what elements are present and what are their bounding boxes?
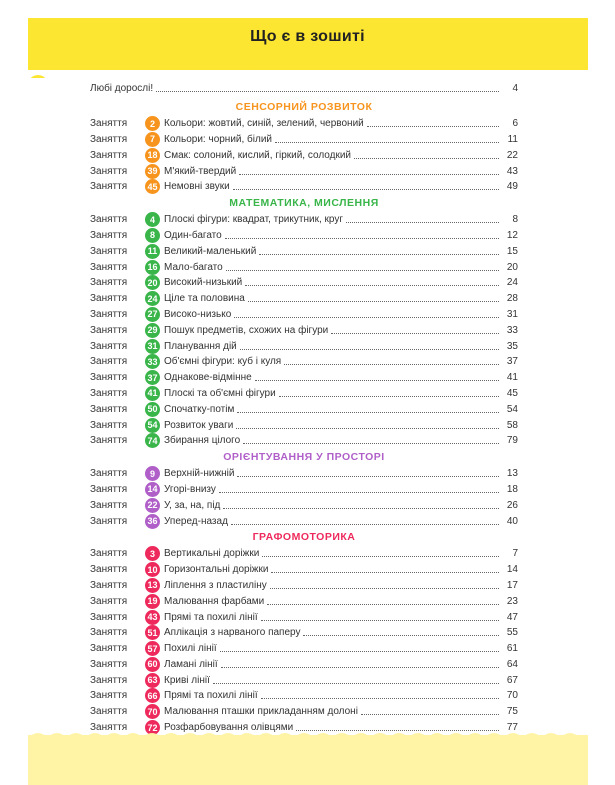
lesson-number-badge: 41 [145, 386, 160, 401]
lesson-number-badge: 20 [145, 275, 160, 290]
lesson-title: Великий-маленький [164, 245, 257, 257]
lesson-number-badge: 24 [145, 291, 160, 306]
toc-row[interactable] [90, 466, 518, 482]
lesson-word: Заняття [90, 627, 128, 639]
toc-row[interactable] [90, 228, 518, 244]
page-number: 37 [506, 356, 518, 368]
lesson-number-badge: 22 [145, 498, 160, 513]
leader-dots [225, 238, 499, 239]
lesson-word: Заняття [90, 229, 128, 241]
lesson-word: Заняття [90, 468, 128, 480]
lesson-title: Ціле та половина [164, 293, 245, 305]
leader-dots [367, 126, 499, 127]
lesson-word: Заняття [90, 595, 128, 607]
page-number: 67 [506, 674, 518, 686]
leader-dots [233, 189, 499, 190]
leader-dots [213, 683, 499, 684]
leader-dots [245, 285, 499, 286]
lesson-word: Заняття [90, 564, 128, 576]
page-number: 31 [506, 308, 518, 320]
page-number: 8 [512, 214, 518, 226]
leader-dots [261, 620, 499, 621]
leader-dots [262, 556, 499, 557]
lesson-number-badge: 19 [145, 594, 160, 609]
lesson-word: Заняття [90, 372, 128, 384]
page-number: 41 [506, 372, 518, 384]
lesson-number-badge: 3 [145, 546, 160, 561]
lesson-number-badge: 72 [145, 720, 160, 735]
page-number: 55 [506, 627, 518, 639]
lesson-title: Угорі-внизу [164, 483, 216, 495]
lesson-word: Заняття [90, 499, 128, 511]
lesson-number-badge: 37 [145, 370, 160, 385]
page-number: 28 [506, 293, 518, 305]
lesson-word: Заняття [90, 308, 128, 320]
leader-dots [237, 412, 499, 413]
page-number: 15 [506, 245, 518, 257]
page-number: 7 [512, 548, 518, 560]
lesson-number-badge: 8 [145, 228, 160, 243]
lesson-number-badge: 9 [145, 466, 160, 481]
lesson-title: Ламані лінії [164, 658, 218, 670]
lesson-number-badge: 39 [145, 164, 160, 179]
toc-row[interactable] [90, 307, 518, 323]
page-number: 45 [506, 387, 518, 399]
page-number: 58 [506, 419, 518, 431]
toc-row[interactable] [90, 546, 518, 562]
header-wave [28, 60, 588, 78]
page-number: 77 [506, 722, 518, 734]
lesson-number-badge: 33 [145, 354, 160, 369]
footer-band [28, 735, 588, 785]
toc-row[interactable] [90, 433, 518, 449]
toc-row[interactable] [90, 338, 518, 354]
toc-row[interactable] [90, 513, 518, 529]
lesson-title: Уперед-назад [164, 515, 228, 527]
lesson-title: Планування дій [164, 340, 237, 352]
toc-row[interactable] [90, 688, 518, 704]
intro-page: 4 [512, 83, 518, 95]
lesson-number-badge: 36 [145, 514, 160, 529]
lesson-word: Заняття [90, 706, 128, 718]
lesson-number-badge: 70 [145, 704, 160, 719]
leader-dots [331, 333, 499, 334]
lesson-number-badge: 7 [145, 132, 160, 147]
lesson-number-badge: 60 [145, 657, 160, 672]
leader-dots [243, 443, 499, 444]
leader-dots [271, 572, 499, 573]
lesson-word: Заняття [90, 674, 128, 686]
section-title: МАТЕМАТИКА, МИСЛЕННЯ [229, 196, 379, 209]
lesson-title: Смак: солоний, кислий, гіркий, солодкий [164, 149, 351, 161]
toc-row[interactable] [90, 243, 518, 259]
toc-row[interactable] [90, 625, 518, 641]
leader-dots [267, 604, 499, 605]
leader-dots [223, 508, 499, 509]
section-title: ГРАФОМОТОРИКА [252, 530, 356, 543]
lesson-number-badge: 2 [145, 116, 160, 131]
lesson-title: Спочатку-потім [164, 403, 235, 415]
page-number: 49 [506, 181, 518, 193]
intro-label: Любі дорослі! [90, 83, 154, 95]
page-number: 24 [506, 277, 518, 289]
toc-row[interactable] [90, 401, 518, 417]
page-number: 17 [506, 579, 518, 591]
lesson-word: Заняття [90, 419, 128, 431]
toc-row[interactable] [90, 370, 518, 386]
lesson-word: Заняття [90, 548, 128, 560]
lesson-title: Криві лінії [164, 674, 210, 686]
lesson-title: Один-багато [164, 229, 222, 241]
lesson-title: Верхній-нижній [164, 468, 235, 480]
lesson-title: Плоскі фігури: квадрат, трикутник, круг [164, 214, 343, 226]
lesson-number-badge: 29 [145, 323, 160, 338]
lesson-number-badge: 63 [145, 673, 160, 688]
leader-dots [270, 588, 499, 589]
lesson-word: Заняття [90, 483, 128, 495]
toc-row[interactable] [90, 578, 518, 594]
lesson-word: Заняття [90, 643, 128, 655]
lesson-word: Заняття [90, 515, 128, 527]
lesson-number-badge: 31 [145, 339, 160, 354]
toc-row[interactable] [90, 354, 518, 370]
lesson-number-badge: 57 [145, 641, 160, 656]
lesson-number-badge: 10 [145, 562, 160, 577]
leader-dots [255, 380, 499, 381]
section-title: ОРІЄНТУВАННЯ У ПРОСТОРІ [223, 450, 385, 463]
toc-row[interactable] [90, 275, 518, 291]
leader-dots [231, 524, 499, 525]
toc-row[interactable] [90, 132, 518, 148]
lesson-word: Заняття [90, 149, 128, 161]
toc-row[interactable] [90, 562, 518, 578]
page-number: 40 [506, 515, 518, 527]
toc-row[interactable] [90, 322, 518, 338]
lesson-word: Заняття [90, 165, 128, 177]
page-number: 35 [506, 340, 518, 352]
lesson-title: Немовні звуки [164, 181, 230, 193]
leader-dots [220, 651, 499, 652]
page-number: 26 [506, 499, 518, 511]
lesson-word: Заняття [90, 611, 128, 623]
toc-row[interactable] [90, 259, 518, 275]
lesson-title: Збирання цілого [164, 435, 241, 447]
page-number: 61 [506, 643, 518, 655]
toc-row[interactable] [90, 163, 518, 179]
leader-dots [261, 698, 499, 699]
lesson-title: Плоскі та об'ємні фігури [164, 387, 276, 399]
lesson-word: Заняття [90, 293, 128, 305]
page-number: 14 [506, 564, 518, 576]
lesson-word: Заняття [90, 579, 128, 591]
toc-row[interactable] [90, 386, 518, 402]
lesson-word: Заняття [90, 658, 128, 670]
toc-row[interactable] [90, 417, 518, 433]
lesson-title: Розфарбовування олівцями [164, 722, 294, 734]
page-title: Що є в зошиті [250, 28, 365, 45]
lesson-number-badge: 50 [145, 402, 160, 417]
toc-row[interactable] [90, 179, 518, 195]
lesson-word: Заняття [90, 340, 128, 352]
lesson-title: Пошук предметів, схожих на фігури [164, 324, 329, 336]
lesson-word: Заняття [90, 722, 128, 734]
lesson-title: Малювання пташки прикладанням долоні [164, 706, 358, 718]
toc-row[interactable] [90, 704, 518, 720]
page-number: 33 [506, 324, 518, 336]
lesson-title: Високо-низько [164, 308, 232, 320]
leader-dots [236, 428, 499, 429]
lesson-title: Прямі та похилі лінії [164, 611, 258, 623]
page-number: 18 [506, 483, 518, 495]
lesson-word: Заняття [90, 324, 128, 336]
lesson-title: Об'ємні фігури: куб і куля [164, 356, 282, 368]
lesson-number-badge: 54 [145, 418, 160, 433]
toc-row[interactable] [90, 593, 518, 609]
page-number: 6 [512, 118, 518, 130]
lesson-word: Заняття [90, 181, 128, 193]
page-number: 12 [506, 229, 518, 241]
leader-dots [354, 158, 499, 159]
lesson-number-badge: 16 [145, 260, 160, 275]
lesson-number-badge: 18 [145, 148, 160, 163]
page-number: 43 [506, 165, 518, 177]
lesson-number-badge: 74 [145, 433, 160, 448]
lesson-word: Заняття [90, 356, 128, 368]
lesson-number-badge: 13 [145, 578, 160, 593]
lesson-word: Заняття [90, 133, 128, 145]
lesson-number-badge: 14 [145, 482, 160, 497]
leader-dots [239, 174, 499, 175]
lesson-word: Заняття [90, 435, 128, 447]
leader-dots [248, 301, 499, 302]
leader-dots [284, 364, 499, 365]
page-number: 11 [507, 133, 518, 145]
toc-row[interactable] [90, 609, 518, 625]
lesson-title: У, за, на, під [164, 499, 221, 511]
page-number: 47 [506, 611, 518, 623]
leader-dots [234, 317, 499, 318]
lesson-number-badge: 43 [145, 610, 160, 625]
page-number: 79 [506, 435, 518, 447]
lesson-word: Заняття [90, 387, 128, 399]
leader-dots [303, 635, 499, 636]
lesson-title: Аплікація з нарваного паперу [164, 627, 301, 639]
lesson-title: Мало-багато [164, 261, 223, 273]
lesson-title: Прямі та похилі лінії [164, 690, 258, 702]
toc-row[interactable] [90, 291, 518, 307]
toc-row[interactable] [90, 482, 518, 498]
page-number: 70 [506, 690, 518, 702]
lesson-title: Горизонтальні доріжки [164, 564, 269, 576]
lesson-number-badge: 66 [145, 688, 160, 703]
section-title: СЕНСОРНИЙ РОЗВИТОК [235, 100, 373, 113]
toc-row[interactable] [90, 672, 518, 688]
lesson-number-badge: 27 [145, 307, 160, 322]
lesson-number-badge: 45 [145, 179, 160, 194]
lesson-title: М'який-твердий [164, 165, 237, 177]
lesson-number-badge: 51 [145, 625, 160, 640]
lesson-word: Заняття [90, 277, 128, 289]
lesson-title: Однакове-відмінне [164, 372, 252, 384]
page-number: 13 [506, 468, 518, 480]
lesson-number-badge: 11 [145, 244, 160, 259]
leader-dots [361, 714, 499, 715]
lesson-title: Ліплення з пластиліну [164, 579, 267, 591]
leader-dots [259, 254, 499, 255]
table-of-contents [90, 81, 518, 735]
lesson-word: Заняття [90, 118, 128, 130]
lesson-title: Кольори: жовтий, синій, зелений, червоний [164, 118, 364, 130]
lesson-number-badge: 4 [145, 212, 160, 227]
leader-dots [221, 667, 499, 668]
toc-row[interactable] [90, 497, 518, 513]
page-number: 22 [506, 149, 518, 161]
leader-dots [219, 492, 499, 493]
toc-row[interactable] [90, 116, 518, 132]
toc-row[interactable] [90, 657, 518, 673]
leader-dots [275, 142, 499, 143]
toc-row[interactable] [90, 147, 518, 163]
page-number: 75 [506, 706, 518, 718]
toc-row[interactable] [90, 212, 518, 228]
leader-dots [279, 396, 499, 397]
lesson-word: Заняття [90, 690, 128, 702]
page-number: 23 [506, 595, 518, 607]
lesson-word: Заняття [90, 403, 128, 415]
page-number: 20 [506, 261, 518, 273]
leader-dots [346, 222, 499, 223]
leader-dots [226, 270, 499, 271]
lesson-title: Похилі лінії [164, 643, 217, 655]
toc-row[interactable] [90, 641, 518, 657]
lesson-title: Вертикальні доріжки [164, 548, 260, 560]
leader-dots [240, 349, 499, 350]
lesson-title: Кольори: чорний, білий [164, 133, 273, 145]
lesson-title: Малювання фарбами [164, 595, 265, 607]
lesson-word: Заняття [90, 261, 128, 273]
lesson-title: Високий-низький [164, 277, 243, 289]
lesson-word: Заняття [90, 214, 128, 226]
lesson-title: Розвиток уваги [164, 419, 234, 431]
intro-row[interactable] [90, 81, 518, 97]
page-number: 64 [506, 658, 518, 670]
lesson-word: Заняття [90, 245, 128, 257]
leader-dots [237, 476, 499, 477]
leader-dots [156, 91, 499, 92]
page-number: 54 [506, 403, 518, 415]
